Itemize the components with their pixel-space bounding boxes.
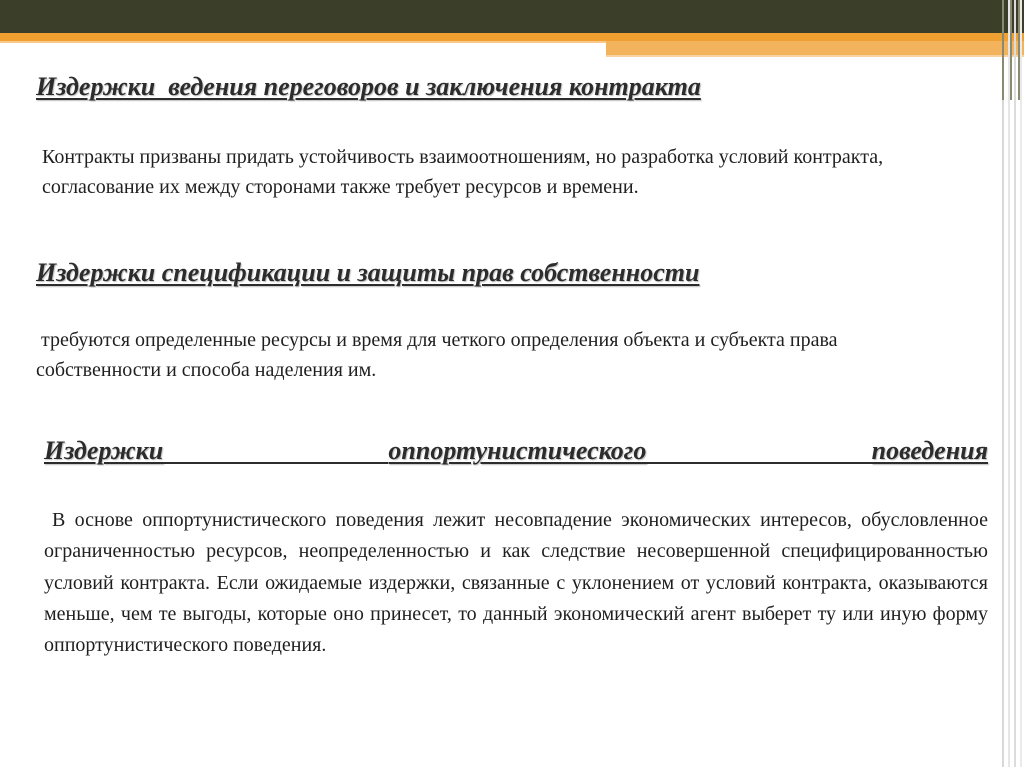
top-accent-band xyxy=(606,41,1024,55)
top-orange-band xyxy=(0,33,1024,41)
section-text-negotiation-costs: Контракты призваны придать устойчивость взаимоотношениям, но разработка условий контракта, согласование их между сторонами также требует ресурсов и времени. xyxy=(42,146,884,198)
top-dark-band xyxy=(0,0,1024,33)
top-accent-band-edge xyxy=(606,55,1024,57)
heading-underline-gap xyxy=(646,436,871,464)
section-text-property-rights-costs xyxy=(36,325,936,385)
page-edge-stripe xyxy=(1002,0,1004,767)
page-edge-dark-stripe xyxy=(1002,0,1004,100)
section-heading-negotiation-costs: Издержки ведения переговоров и заключения контракта xyxy=(36,72,701,101)
heading-word: оппортунистического xyxy=(388,436,647,465)
section-heading-property-rights-costs: Издержки спецификации и защиты прав собственности xyxy=(36,258,700,287)
heading-word: Издержки xyxy=(44,436,164,465)
page-edge-stripe xyxy=(1008,0,1010,767)
section-heading-opportunistic-behavior xyxy=(44,436,988,466)
page-edge-stripe xyxy=(1014,0,1016,767)
section-text-opportunistic-behavior-content: В основе оппортунистического поведения лежит несовпадение экономических интересов, обусловленное ограниченностью ресурсов, неопределенностью и как следствие несовершенной специфицированностью условий контракта. Если ожидаемые издержки, связанные с уклонением от условий контракта, оказываются меньше, чем те выгоды, которые оно принесет, то данный экономический агент выберет ту или иную форму оппортунистического поведения. xyxy=(44,509,988,657)
page-edge-stripe xyxy=(1020,0,1022,767)
page-edge-dark-stripe xyxy=(1010,0,1012,100)
page-edge-dark-stripe xyxy=(1018,0,1020,100)
heading-word: поведения xyxy=(871,436,988,465)
section-text-property-rights-costs-content: требуются определенные ресурсы и время для четкого определения объекта и субъекта права собственности и способа наделения им. xyxy=(36,329,843,381)
section-text-opportunistic-behavior xyxy=(44,505,988,661)
heading-underline-gap xyxy=(163,436,388,464)
